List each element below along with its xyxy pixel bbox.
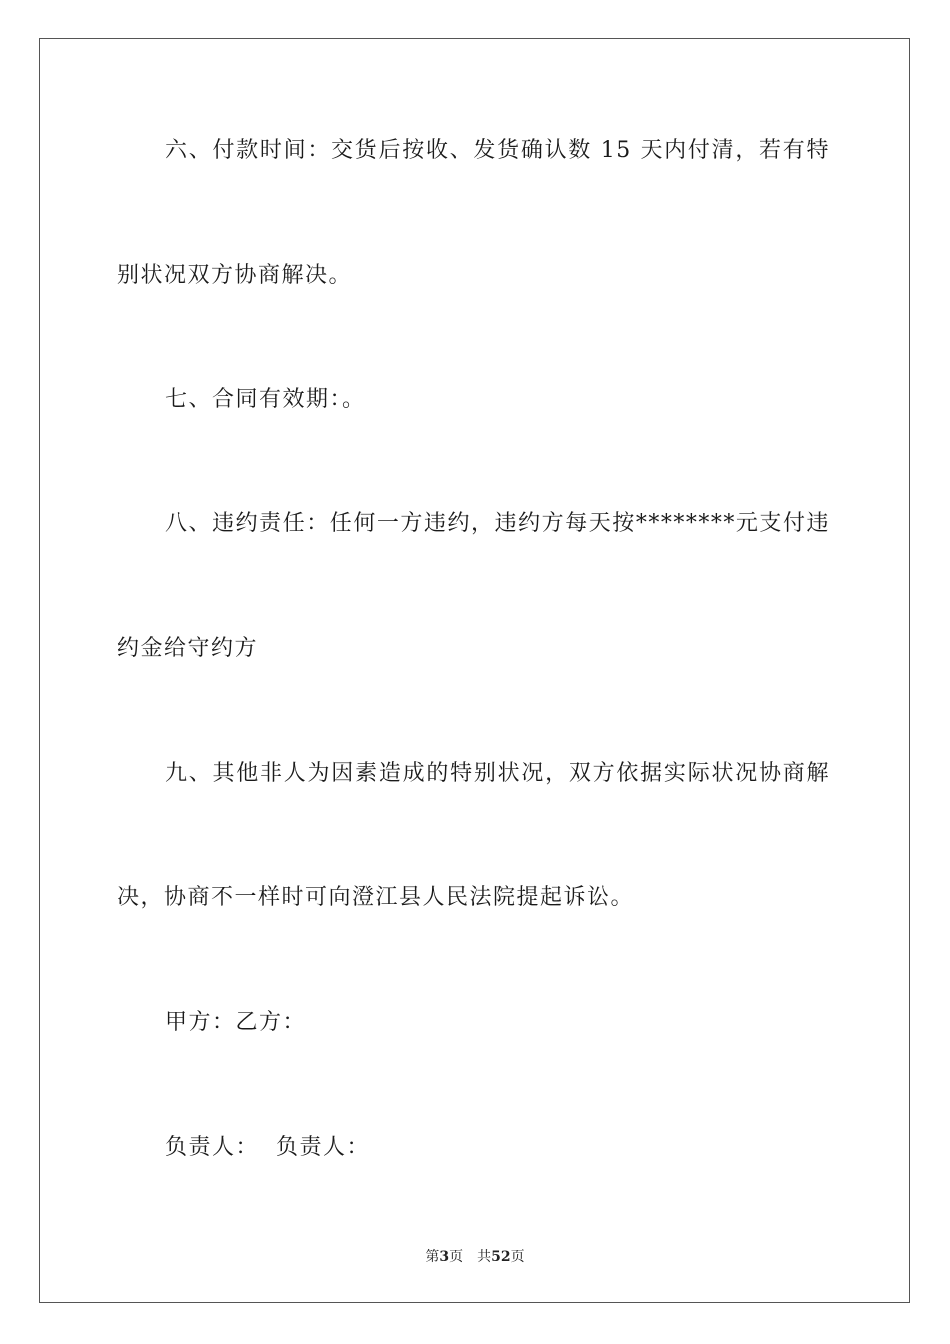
clause-6-line-1: 六、付款时间：交货后按收、发货确认数 15 天内付清，若有特 bbox=[165, 138, 830, 163]
total-pages: 52 bbox=[491, 1249, 511, 1265]
page-footer bbox=[0, 1247, 950, 1267]
party-signature-line: 甲方：乙方： bbox=[165, 1010, 307, 1035]
clause-8-line-2: 约金给守约方 bbox=[117, 636, 259, 661]
clause-8-line-1: 八、违约责任：任何一方违约，违约方每天按********元支付违 bbox=[165, 511, 830, 536]
total-suffix: 页 bbox=[510, 1249, 525, 1265]
clause-7-line: 七、合同有效期：。 bbox=[165, 387, 366, 412]
clause-9-line-2: 决，协商不一样时可向澄江县人民法院提起诉讼。 bbox=[117, 885, 635, 910]
clause-6-line-2: 别状况双方协商解决。 bbox=[117, 263, 353, 288]
page-suffix: 页 bbox=[449, 1249, 464, 1265]
responsible-person-line: 负责人： 负责人： bbox=[165, 1135, 370, 1160]
clause-9-line-1: 九、其他非人为因素造成的特别状况，双方依据实际状况协商解 bbox=[165, 761, 830, 786]
total-prefix: 共 bbox=[477, 1249, 492, 1265]
page-number: 3 bbox=[439, 1249, 450, 1265]
page-frame bbox=[39, 38, 910, 1303]
page-prefix: 第 bbox=[425, 1249, 440, 1265]
